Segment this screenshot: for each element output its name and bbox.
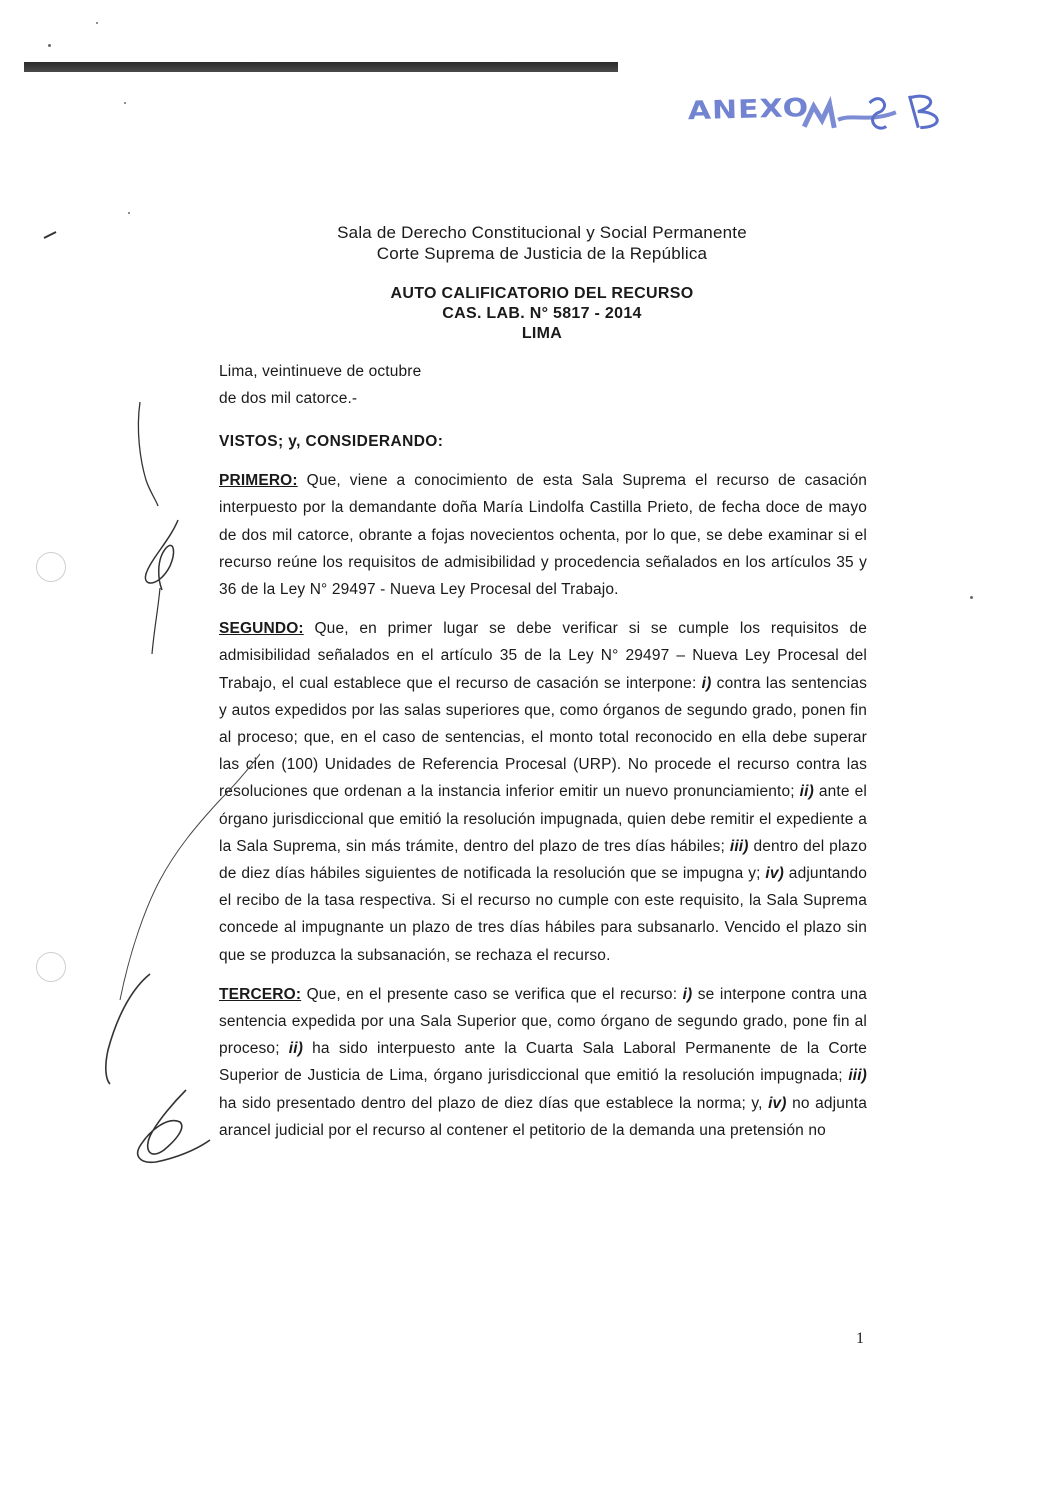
scan-speck	[48, 44, 51, 47]
date-line-2: de dos mil catorce.-	[219, 390, 358, 407]
paragraph-text: Que, viene a conocimiento de esta Sala Suprema el recurso de casación interpuesto por la demandante doña María Lindolfa Castilla Prieto, de fecha doce de mayo de dos mil catorce, obrante a fojas novecientos ochenta, por lo que, se debe examinar si el recurso reúne los requisitos de admisibilidad y procedencia señalados en los artículos 35 y 36 de la Ley N° 29497 - Nueva Ley Procesal del Trabajo.	[219, 472, 867, 599]
paragraph-text: no adjunta arancel judicial por el recurso al contener el petitorio de la demanda una pretensión no	[219, 1094, 867, 1139]
paragraph-text: ha sido presentado dentro del plazo de diez días que establece la norma; y,	[219, 1094, 769, 1112]
binder-hole	[36, 952, 66, 982]
case-number: CAS. LAB. N° 5817 - 2014	[442, 305, 642, 322]
paragraph-lead: SEGUNDO:	[219, 620, 304, 638]
paragraph-primero	[219, 467, 867, 603]
paragraph-tercero	[219, 981, 867, 1144]
court-name: Corte Suprema de Justicia de la República	[376, 244, 708, 263]
scan-speck	[124, 102, 126, 104]
annex-stamp-text: ANEXO	[687, 93, 810, 127]
paragraph-text: ante el órgano jurisdiccional que emitió la resolución impugnada, quien debe remitir el expediente a la Sala Suprema, sin más trámite, dentro del plazo de tres días hábiles;	[219, 783, 867, 855]
paragraph-text: se interpone contra una sentencia expedida por una Sala Superior que, como órgano de segundo grado, pone fin al proceso;	[219, 985, 867, 1058]
enumeration-marker: iv)	[768, 1094, 787, 1112]
paragraph-text: dentro del plazo de diez días hábiles siguientes de notificada la resolución que se impugna y;	[219, 837, 867, 883]
enumeration-marker: ii)	[288, 1040, 304, 1058]
paragraph-lead: TERCERO:	[219, 985, 302, 1003]
top-scan-border	[24, 62, 618, 72]
enumeration-marker: iii)	[848, 1067, 867, 1085]
page-number: 1	[856, 1330, 864, 1347]
paragraph-text: Que, en el presente caso se verifica que el recurso:	[301, 985, 683, 1003]
date-line-1: Lima, veintinueve de octubre	[219, 363, 422, 380]
annex-stamp	[687, 86, 970, 149]
enumeration-marker: iv)	[765, 865, 784, 883]
document-body	[219, 358, 867, 1156]
enumeration-marker: i)	[682, 985, 693, 1003]
court-chamber-name: Sala de Derecho Constitucional y Social Permanente	[337, 223, 747, 242]
paragraph-segundo	[219, 615, 867, 969]
case-city: LIMA	[521, 325, 563, 342]
paragraph-text: Que, en primer lugar se debe verificar si se cumple los requisitos de admisibilidad señalados en el artículo 35 de la Ley N° 29497 – Nueva Ley Procesal del Trabajo, el cual establece que el recurso de casación se interpone:	[219, 620, 867, 692]
scan-speck	[970, 596, 973, 599]
court-header	[0, 222, 1058, 264]
enumeration-marker: ii)	[799, 783, 814, 801]
document-title	[0, 284, 1058, 344]
scan-speck	[96, 22, 98, 24]
paragraph-text: adjuntando el recibo de la tasa respectiva. Si el recurso no cumple con este requisito, la Sala Suprema concede al impugnante un plazo de tres días hábiles para subsanarlo. Vencido el plazo sin que se produzca la subsanación, se rechaza el recurso.	[219, 865, 868, 964]
binder-hole	[36, 552, 66, 582]
section-heading: VISTOS; y, CONSIDERANDO:	[219, 433, 444, 450]
paragraph-text: contra las sentencias y autos expedidos por las salas superiores que, como órganos de segundo grado, ponen fin al proceso; que, en el caso de sentencias, el monto total reconocido en ella debe superar las cien (100) Unidades de Referencia Procesal (URP). No procede el recurso contra las resoluciones que ordenan a la instancia inferior emitir un nuevo pronunciamiento;	[219, 674, 867, 801]
title-line-1: AUTO CALIFICATORIO DEL RECURSO	[390, 285, 694, 302]
paragraph-lead: PRIMERO:	[219, 472, 298, 490]
scan-speck	[128, 212, 130, 214]
annex-stamp-handwriting	[799, 87, 960, 141]
enumeration-marker: i)	[701, 674, 712, 692]
enumeration-marker: iii)	[729, 837, 749, 855]
paragraph-text: ha sido interpuesto ante la Cuarta Sala Laboral Permanente de la Corte Superior de Justicia de Lima, órgano jurisdiccional que emitió la resolución impugnada;	[219, 1040, 868, 1085]
